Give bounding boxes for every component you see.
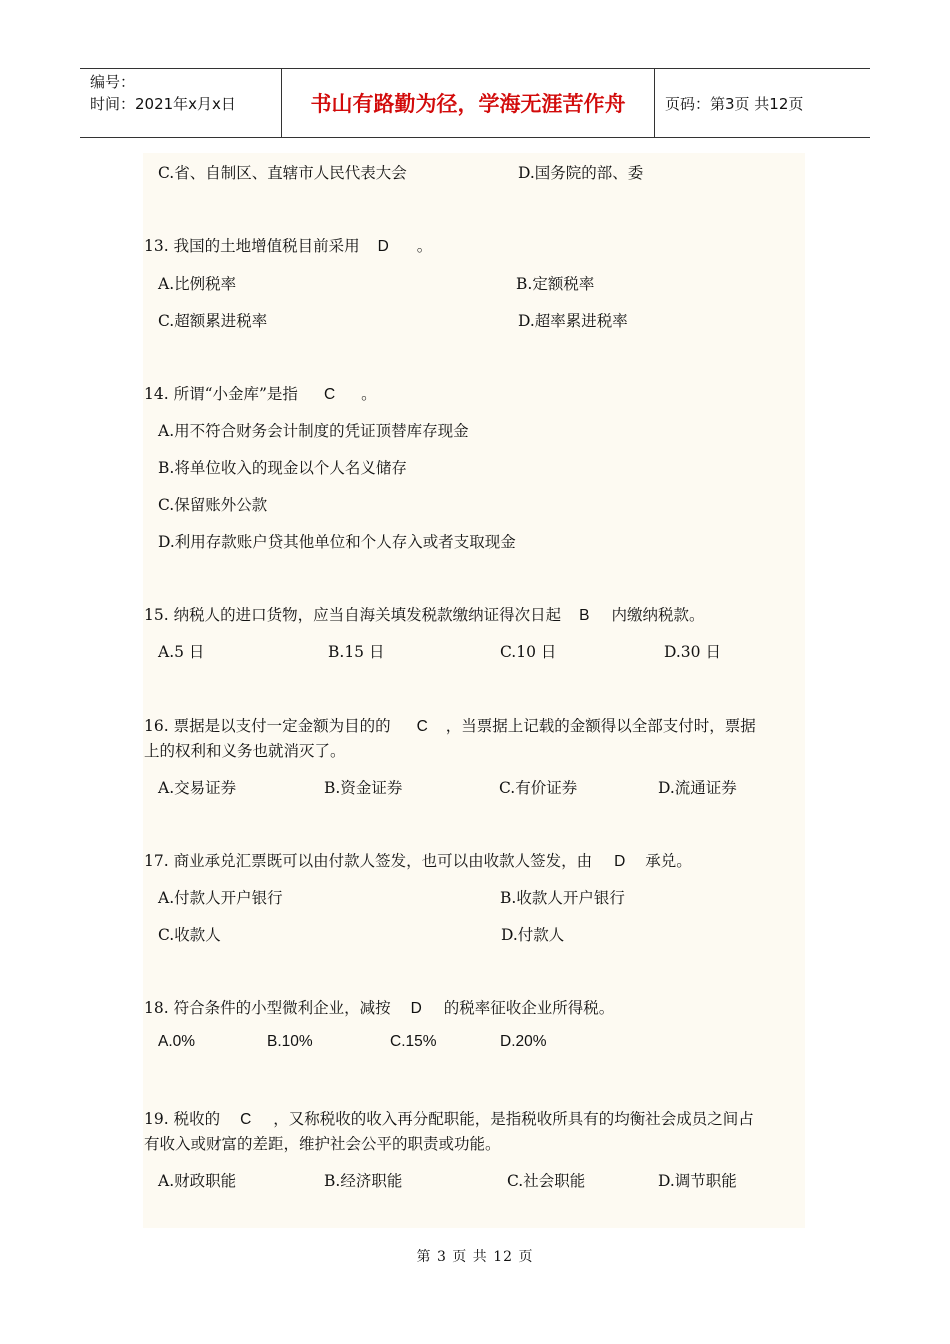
date-label: 时间：2021年x月x日 (90, 95, 236, 113)
page-footer: 第 3 页 共 12 页 (416, 1249, 534, 1265)
page-header (80, 68, 870, 138)
header-page-info: 页码：第3页 共12页 (665, 94, 804, 113)
q18-stem: 18. 符合条件的小型微利企业，减按 (144, 999, 391, 1017)
q19-option-c: C.社会职能 (507, 1172, 586, 1190)
q15-option-b: B.15 日 (328, 643, 385, 661)
q15-answer: B (579, 607, 590, 624)
q18-option-a: A.0% (158, 1033, 196, 1050)
q18-question (144, 996, 614, 1018)
q15-option-c: C.10 日 (500, 643, 557, 661)
q15-end: 内缴纳税款。 (611, 606, 705, 624)
header-meta (80, 69, 282, 137)
q17-option-c: C.收款人 (158, 926, 221, 944)
q16-option-c: C.有价证券 (499, 779, 578, 797)
q17-stem: 17. 商业承兑汇票既可以由付款人签发，也可以由收款人签发，由 (144, 852, 593, 870)
q13-stem: 13. 我国的土地增值税目前采用 (144, 237, 360, 255)
q16-question-line2: 上的权利和义务也就消灭了。 (144, 742, 346, 760)
q19-option-d: D.调节职能 (658, 1172, 737, 1190)
q15-option-d: D.30 日 (664, 643, 721, 661)
q13-answer: D (377, 238, 389, 255)
q14-question (144, 382, 377, 404)
q18-end: 的税率征收企业所得税。 (443, 999, 615, 1017)
q19-answer: C (240, 1111, 252, 1128)
q13-end: 。 (416, 237, 433, 255)
q15-question (144, 603, 704, 625)
q12-option-d: D.国务院的部、委 (518, 164, 644, 182)
q16-end: ，当票据上记载的金额得以全部支付时，票据 (445, 717, 756, 735)
q18-option-d: D.20% (500, 1033, 547, 1050)
q18-option-b: B.10% (267, 1033, 313, 1050)
q19-question-line2: 有收入或财富的差距，维护社会公平的职责或功能。 (144, 1135, 501, 1153)
q13-option-b: B.定额税率 (516, 275, 595, 293)
q14-option-b: B.将单位收入的现金以个人名义储存 (158, 459, 407, 477)
q15-option-a: A.5 日 (158, 643, 205, 661)
q17-option-b: B.收款人开户银行 (500, 889, 625, 907)
q16-answer: C (416, 718, 428, 735)
q18-option-c: C.15% (390, 1033, 437, 1050)
q14-option-a: A.用不符合财务会计制度的凭证顶替库存现金 (158, 422, 469, 440)
q14-end: 。 (361, 385, 377, 403)
q19-option-a: A.财政职能 (158, 1172, 237, 1190)
q19-end: ，又称税收的收入再分配职能，是指税收所具有的均衡社会成员之间占 (273, 1110, 754, 1128)
q14-stem: 14. 所谓“小金库”是指 (144, 385, 298, 403)
q17-option-d: D.付款人 (501, 926, 565, 944)
q12-option-c: C.省、自制区、直辖市人民代表大会 (158, 164, 407, 182)
q16-option-b: B.资金证券 (324, 779, 403, 797)
q13-option-c: C.超额累进税率 (158, 312, 268, 330)
q16-question-line1 (144, 714, 756, 736)
q14-answer: C (323, 386, 336, 403)
q17-end: 承兑。 (645, 852, 692, 870)
q14-option-d: D.利用存款账户贷其他单位和个人存入或者支取现金 (158, 533, 516, 551)
q18-answer: D (410, 1000, 422, 1017)
number-label: 编号： (90, 73, 136, 91)
q13-option-d: D.超率累进税率 (518, 312, 628, 330)
q14-option-c: C.保留账外公款 (158, 496, 268, 514)
q16-option-d: D.流通证券 (658, 779, 737, 797)
q13-option-a: A.比例税率 (158, 275, 237, 293)
header-motto: 书山有路勤为径，学海无涯苦作舟 (282, 69, 655, 137)
q17-option-a: A.付款人开户银行 (158, 889, 283, 907)
q16-option-a: A.交易证券 (158, 779, 237, 797)
q19-stem: 19. 税收的 (144, 1110, 221, 1128)
q19-question-line1 (144, 1107, 754, 1129)
q17-question (144, 849, 692, 871)
q15-stem: 15. 纳税人的进口货物，应当自海关填发税款缴纳证得次日起 (144, 606, 562, 624)
q13-question (144, 234, 432, 256)
q19-option-b: B.经济职能 (324, 1172, 403, 1190)
q16-stem: 16. 票据是以支付一定金额为目的的 (144, 717, 391, 735)
q17-answer: D (614, 853, 626, 870)
